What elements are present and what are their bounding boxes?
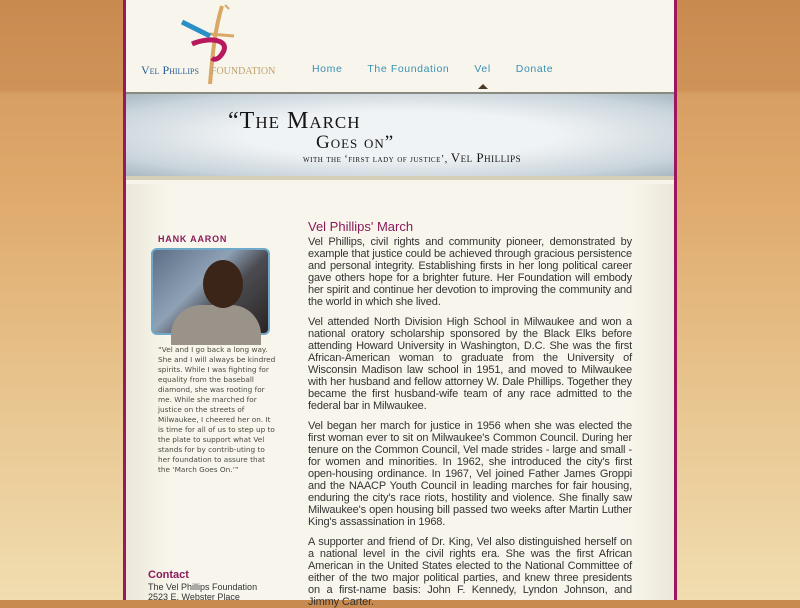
nav-vel[interactable]: Vel bbox=[474, 63, 491, 75]
banner-tagline: with the ‘first lady of justice’, bbox=[303, 154, 448, 165]
sidebar-quote: “Vel and I go back a long way. She and I will always be kindred spirits. While I was fighting for equality from the baseball diamond, she was rooting for me. While she marched for justice on the streets of Milwaukee, I cheered her on. It is time for all of us to step up to the plate to support what Vel stands for by contrib-uting to her foundation to assure that the ‘March Goes On.’” bbox=[158, 345, 276, 474]
banner-line2: Goes on” bbox=[316, 132, 395, 153]
header bbox=[126, 0, 674, 92]
article-title: Vel Phillips' March bbox=[308, 219, 414, 234]
hank-aaron-photo bbox=[151, 248, 270, 335]
sidebar bbox=[151, 234, 276, 475]
contact-line2: 2523 E. Webster Place bbox=[148, 592, 240, 602]
sidebar-name: HANK AARON bbox=[158, 234, 228, 244]
nav-home[interactable]: Home bbox=[312, 63, 343, 75]
article-paragraph: Vel attended North Division High School in Milwaukee and won a national oratory scholarship sponsored by the Black Elks before attending Howard University in Washington, D.C. She was the first African-American woman to graduate from the University of Wisconsin Madison law school in 1951, and moved to Milwaukee with her husband and fellow attorney W. Dale Phillips. Together they became the first husband-wife team of any race admitted to the federal bar in Milwaukee. bbox=[308, 316, 632, 412]
nav-the-foundation[interactable]: The Foundation bbox=[367, 63, 450, 75]
contact-section bbox=[148, 569, 257, 602]
article-paragraph: Vel began her march for justice in 1956 when she was elected the first woman ever to sit on Milwaukee's Common Council. During her tenure on the Common Council, Vel made strides - large and small - for women and minorities. In 1962, she introduced the city's first open-housing ordinance. In 1967, Vel joined Father James Groppi and the NAACP Youth Council in leading marches for fair housing, enduring the city's race riots, hostility and violence. She finally saw Milwaukee's open housing bill passed two weeks after Martin Luther King's assassination in 1968. bbox=[308, 420, 632, 528]
article-paragraph: A supporter and friend of Dr. King, Vel also distinguished herself on a national level in the civil rights era. She was the first African American in the United States elected to the National Committee of either of the two major political parties, and knew three presidents on a first-name basis: John F. Kennedy, Lyndon Johnson, and Jimmy Carter. bbox=[308, 536, 632, 608]
content-area bbox=[126, 184, 674, 608]
main-article bbox=[308, 219, 632, 608]
contact-line1: The Vel Phillips Foundation bbox=[148, 582, 258, 592]
article-paragraph: Vel Phillips, civil rights and community pioneer, demonstrated by example that justice could be achieved through gracious persistence and personal integrity. Establishing firsts in her long political career gave others hope for a brighter future. Her Foundation will embody her spirit and continue her devotion to improving the community and the world in which she lived. bbox=[308, 236, 632, 308]
banner bbox=[126, 92, 674, 180]
banner-line1: “The March bbox=[228, 108, 361, 134]
page-column bbox=[123, 0, 677, 608]
logo-text-b: FOUNDATION bbox=[210, 66, 276, 77]
banner-name: Vel Phillips bbox=[450, 150, 522, 165]
main-nav bbox=[312, 63, 578, 75]
contact-heading: Contact bbox=[148, 569, 189, 581]
nav-donate[interactable]: Donate bbox=[515, 63, 554, 75]
logo-text bbox=[141, 63, 275, 78]
logo-text-a: Vel Phillips bbox=[141, 63, 199, 77]
banner-line3 bbox=[303, 150, 521, 166]
